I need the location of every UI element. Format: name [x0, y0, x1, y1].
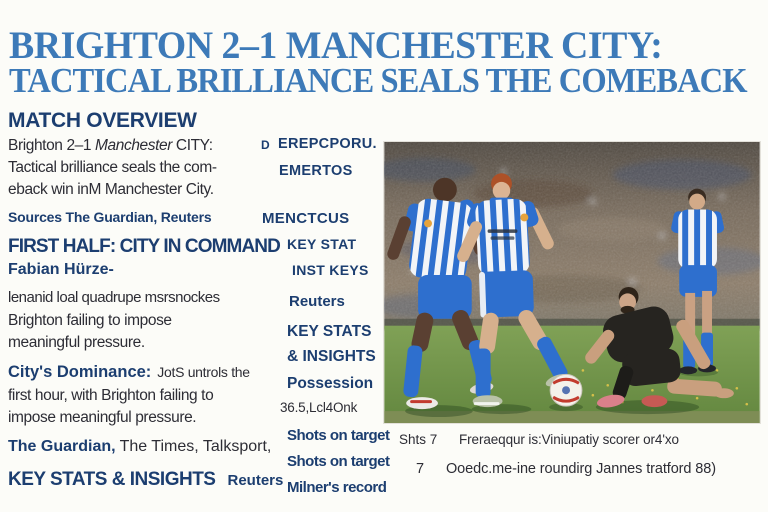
dominance-lead-rest: JotS untrols the: [157, 364, 250, 380]
possession-label: Possession: [287, 375, 374, 392]
caption-source: Reuters: [289, 293, 345, 310]
stat-milners-record: Milner's record: [287, 479, 387, 496]
footer-row2-text: Ooedc.me-ine roundirg Jannes tratford 88): [446, 461, 716, 477]
key-stats-heading-text: KEY STATS & INSIGHTS: [8, 469, 216, 490]
footer-row2-stat: 7: [416, 461, 425, 477]
stat-shots-on-target-2: Shots on target: [287, 453, 390, 470]
caption-line-1: EREPCPORU.: [278, 136, 377, 152]
match-photo: [383, 141, 761, 424]
section-heading-first-half: FIRST HALF: CITY IN COMMAND: [8, 236, 280, 257]
first-half-paragraph-line2: Brighton failing to impose: [8, 312, 172, 329]
source-guardian: The Guardian,: [8, 438, 116, 455]
caption-line-4: KEY STAT: [287, 236, 357, 252]
headline-line1: BRIGHTON 2–1 MANCHESTER CITY:: [9, 24, 663, 67]
author-name: Fabian Hürze-: [8, 261, 114, 278]
footer-row1-text: Freraeqqur is:Viniupatiy scorer or4'xo: [459, 432, 679, 447]
key-stats-source: Reuters: [227, 472, 284, 489]
first-half-paragraph-line3: meaningful pressure.: [8, 334, 145, 351]
headline-line2: TACTICAL BRILLIANCE SEALS THE COMEBACK: [9, 61, 747, 100]
middle-key-stats-line1: KEY STATS: [287, 323, 372, 340]
caption-line-5: INST KEYS: [292, 262, 369, 278]
overview-paragraph-line3: eback win inM Manchester City.: [8, 181, 214, 198]
first-half-paragraph-line1: lenanid loal quadrupe msrsnockes: [8, 289, 220, 306]
dominance-lead: City's Dominance:: [8, 363, 152, 381]
section-heading-match-overview: MATCH OVERVIEW: [8, 109, 197, 132]
possession-value: 36.5,Lcl4Onk: [280, 400, 358, 415]
dominance-paragraph-line2: first hour, with Brighton failing to: [8, 387, 214, 404]
sources-line: Sources The Guardian, Reuters: [8, 209, 212, 225]
overview-paragraph-line2: Tactical brilliance seals the com-: [8, 159, 217, 176]
dominance-paragraph-line3: impose meaningful pressure.: [8, 409, 197, 426]
football: [549, 374, 583, 411]
stray-letter: D: [261, 138, 270, 152]
sources-line-2: [8, 438, 271, 456]
footer-row1-stat: Shts 7: [399, 432, 438, 447]
overview-paragraph-line1: [8, 137, 213, 154]
caption-line-3: MENCTCUS: [262, 210, 350, 227]
overview-line1-italic: Manchester: [95, 137, 172, 154]
source-others: The Times, Talksport,: [119, 438, 272, 455]
overview-line1-pre: Brighton 2–1: [8, 137, 96, 154]
overview-line1-post: CITY:: [172, 137, 213, 154]
dominance-paragraph-line1: [8, 363, 250, 381]
middle-key-stats-line2: & INSIGHTS: [287, 348, 376, 365]
stat-shots-on-target-1: Shots on target: [287, 427, 390, 444]
key-stats-heading: [8, 469, 283, 490]
caption-line-2: EMERTOS: [279, 163, 353, 179]
